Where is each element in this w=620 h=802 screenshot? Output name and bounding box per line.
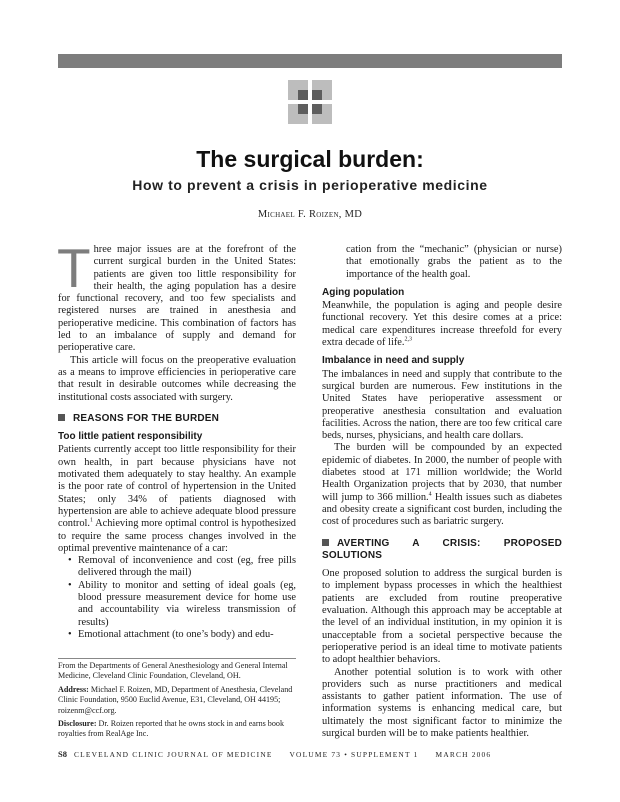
address-note: Address: Michael F. Roizen, MD, Department of Anesthesia, Cleveland Clinic Foundation, 9500 Euclid Avenue, E31, Cleveland, OH 44195; roizenm@ccf.org. — [58, 684, 293, 715]
paragraph: This article will focus on the preoperative evaluation as a means to improve efficiencies in perioperative care that result in desirable outcomes while decreasing the institutional costs associated with surgery. — [58, 354, 296, 403]
subsection-heading: Imbalance in need and supply — [322, 355, 465, 367]
paragraph: The burden will be compounded by an expected epidemic of diabetes. In 2000, the number of people with diabetes stood at 171 million worldwide; the World Health Organization projects that by 2030, that number will jump to 366 million.$^4$ Health issues such as diabetes and obesity create a significant cost burden, including the cost of procedures such as bariatric surgery. — [322, 442, 562, 528]
journal-logo-icon — [288, 80, 332, 124]
column-right — [322, 244, 562, 740]
subsection-heading: Aging population — [322, 286, 405, 298]
intro-paragraph: Three major issues are at the forefront of the current surgical burden in the United States: patients are given too little responsibility for their health, the aging population has a desire for functional recovery, and too few specialists and registered nurses are trained in anesthesia and perioperative medicine. This combination of factors has led to an imbalance of supply and demand for perioperative care. — [57, 237, 296, 354]
list-item: • Emotional attachment (to one’s body) and edu- — [78, 629, 296, 641]
paragraph: Another potential solution is to work with other providers such as nurse practitioners and medical assistants to gather patient information. The use of information systems is enhancing medical care, but ultimately the most significant factor to minimize the surgical burden will be to make patients healthier. — [322, 666, 562, 739]
footnote-divider — [58, 658, 296, 659]
article-subtitle: How to prevent a crisis in perioperative medicine — [132, 177, 488, 193]
article-title: The surgical burden: — [196, 146, 424, 172]
volume-info: VOLUME 73 • SUPPLEMENT 1 — [289, 750, 419, 759]
section-heading: AVERTING A CRISIS: PROPOSED SOLUTIONS — [322, 537, 562, 561]
paragraph: Patients currently accept too little responsibility for their own health, in part because physicians have not motivated them adequately to stay healthy. An example is the poor rate of control of hypertension in the United States; only 34% of patients diagnosed with hypertension are able to achieve adequate blood pressure control.$^1$ Achieving more optimal control is hypothesized to require the same process changes involved in the optimal preventive maintenance of a car: — [58, 444, 296, 554]
author-line: Michael F. Roizen, MD — [257, 209, 363, 220]
list-item: • Removal of inconvenience and cost (eg, free pills delivered through the mail) — [78, 555, 296, 580]
page-footer — [58, 749, 491, 759]
square-bullet-icon — [322, 539, 329, 546]
subsection-heading: Too little patient responsibility — [58, 431, 203, 443]
page-number: S8 — [58, 749, 67, 759]
square-bullet-icon — [58, 414, 65, 421]
header-bar — [58, 54, 562, 68]
bullet-continuation: cation from the “mechanic” (physician or nurse) that emotionally grabs the patient as to the importance of the health goal. — [346, 244, 562, 280]
disclosure-note: Disclosure: Dr. Roizen reported that he owns stock in and earns book royalties from RealAge Inc. — [58, 719, 284, 739]
issue-date: MARCH 2006 — [435, 750, 492, 759]
paragraph: The imbalances in need and supply that contribute to the surgical burden are numerous. Few institutions in the United States have perioperative assessment or preoperative anesthesia consultation and evaluation facilities. Across the nation, there are too few critical care beds, nurses, physicians, and health care dollars. — [322, 368, 562, 442]
journal-name: CLEVELAND CLINIC JOURNAL OF MEDICINE — [74, 750, 273, 759]
reference: 1 — [90, 517, 94, 524]
reference: 2,3 — [404, 336, 412, 343]
reference: 4 — [428, 491, 432, 498]
section-heading: REASONS FOR THE BURDEN — [58, 413, 296, 425]
drop-cap: T — [57, 237, 91, 299]
footnotes — [58, 661, 296, 743]
column-left — [57, 237, 296, 641]
bullet-list — [58, 555, 296, 641]
paragraph: Meanwhile, the population is aging and people desire functional recovery. Yet this desire comes at a price: medical care expenditures increase threefold for every extra decade of life.$^{2,3}$ — [322, 300, 562, 349]
list-item: • Ability to monitor and setting of ideal goals (eg, blood pressure measurement device for home use and accountability via wireless transmission of results) — [78, 580, 296, 629]
affiliation-note: From the Departments of General Anesthesiology and General Internal Medicine, Cleveland Clinic Foundation, Cleveland, OH. — [58, 661, 288, 681]
paragraph: One proposed solution to address the surgical burden is to implement bypass processes in which the healthiest patients are excluded from routine preoperative evaluation. Although this approach may be acceptable at the level of an individual institution, in my opinion it is unacceptable from a societal perspective because the perioperative period is an ideal time to motivate patients to adopt healthier behaviors. — [322, 568, 562, 666]
